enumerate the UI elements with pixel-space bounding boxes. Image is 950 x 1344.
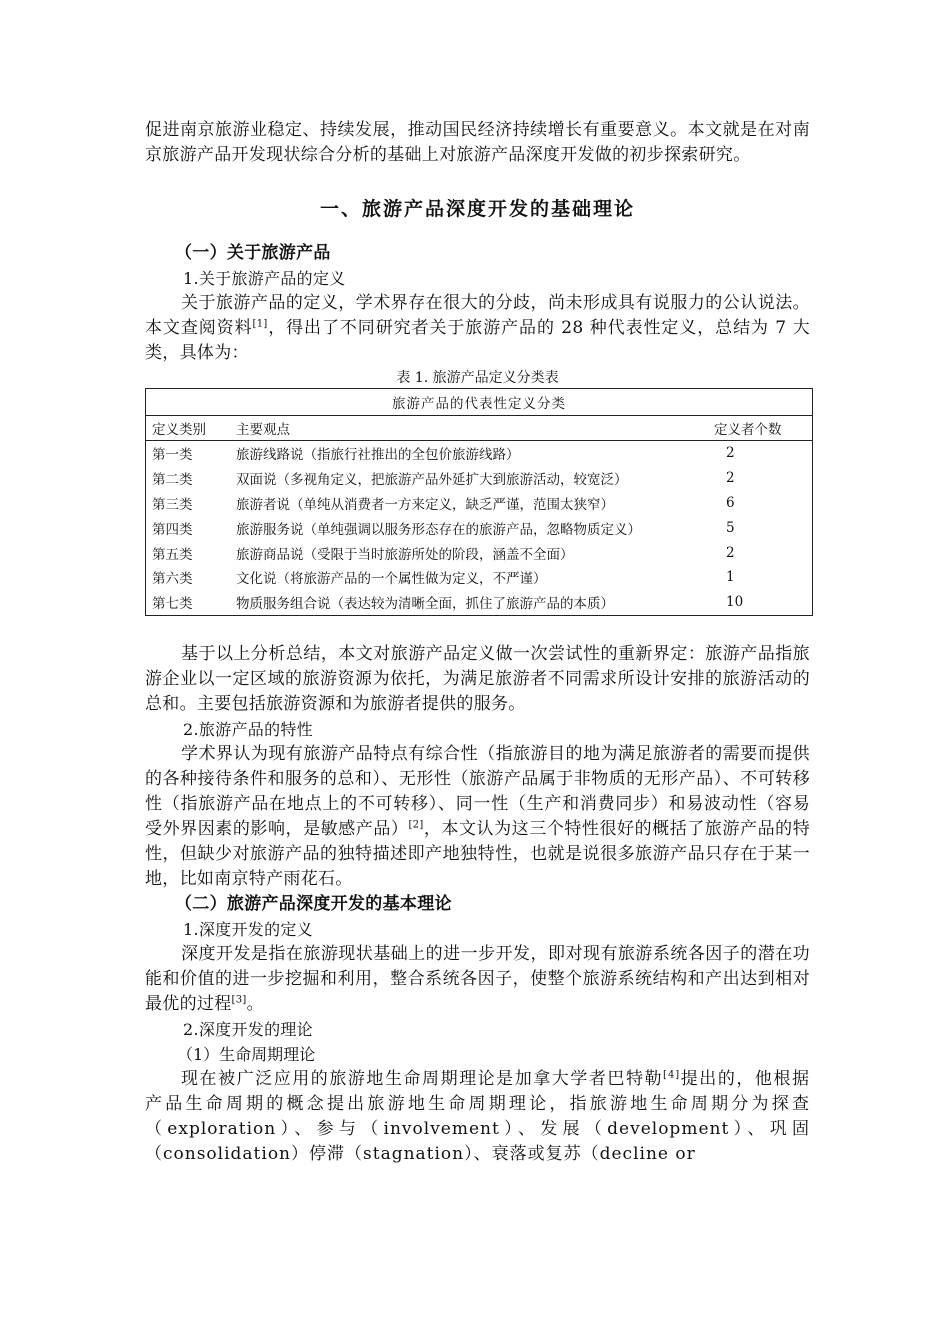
- lifecycle-text-b: 提出的，他根据产品生命周期的概念提出旅游地生命周期理论，指旅游地生命周期分为探查（exploration）、参与（involvement）、发展（development）、巩固（consolidation）停滞（stagnation）、衰落或复苏（decline or: [145, 1068, 811, 1164]
- row-count: 2: [726, 445, 735, 462]
- citation-2: [2]: [408, 818, 424, 830]
- row-count: 2: [726, 544, 735, 561]
- intro-paragraph: 促进南京旅游业稳定、持续发展，推动国民经济持续增长有重要意义。本文就是在对南京旅游产品开发现状综合分析的基础上对旅游产品深度开发做的初步探索研究。: [145, 120, 810, 165]
- definition-table: [145, 388, 813, 616]
- item-title-deep-theory: 2.深度开发的理论: [183, 1019, 313, 1039]
- header-view: 主要观点: [230, 416, 708, 441]
- citation-1: [1]: [252, 318, 268, 330]
- row-category: 第一类: [152, 447, 193, 464]
- table-row: [146, 441, 813, 466]
- citation-4: [4]: [663, 1068, 681, 1080]
- table-row: [146, 466, 813, 491]
- deep-definition-text-b: 。: [246, 993, 264, 1014]
- item-title-lifecycle: （1）生命周期理论: [177, 1044, 316, 1064]
- header-category: 定义类别: [146, 416, 231, 441]
- row-category: 第三类: [152, 496, 193, 513]
- row-category: 第四类: [152, 521, 193, 538]
- characteristics-text-b: ，本文认为这三个特性很好的概括了旅游产品的特性，但缺少对旅游产品的独特描述即产地独特性，也就是说很多旅游产品只存在于某一地，比如南京特产雨花石。: [145, 818, 810, 889]
- table-title-row: [146, 389, 813, 416]
- row-category: 第二类: [152, 472, 193, 489]
- lifecycle-text-a: 现在被广泛应用的旅游地生命周期理论是加拿大学者巴特勒: [181, 1068, 664, 1089]
- row-count: 5: [726, 519, 735, 536]
- row-view: 旅游线路说（指旅行社推出的全包价旅游线路）: [236, 447, 520, 464]
- section-title: 一、旅游产品深度开发的基础理论: [319, 198, 635, 220]
- row-view: 旅游者说（单纯从消费者一方来定义，缺乏严谨，范围太狭窄）: [236, 496, 614, 513]
- row-view: 双面说（多视角定义，把旅游产品外延扩大到旅游活动，较宽泛）: [236, 472, 628, 489]
- subsection-title-2: （二）旅游产品深度开发的基本理论: [175, 893, 452, 914]
- redefinition-paragraph: 基于以上分析总结，本文对旅游产品定义做一次尝试性的重新界定：旅游产品指旅游企业以一定区域的旅游资源为依托，为满足旅游者不同需求所设计安排的旅游活动的总和。主要包括旅游资源和为旅游者提供的服务。: [145, 643, 810, 714]
- row-view: 物质服务组合说（表达较为清晰全面，抓住了旅游产品的本质）: [236, 596, 614, 613]
- document-page: [145, 118, 810, 1167]
- row-count: 6: [726, 494, 735, 511]
- definition-paragraph: [145, 291, 810, 366]
- table-row: [146, 565, 813, 590]
- row-view: 旅游服务说（单纯强调以服务形态存在的旅游产品，忽略物质定义）: [236, 521, 641, 538]
- table-title: 旅游产品的代表性定义分类: [146, 389, 813, 416]
- row-view: 文化说（将旅游产品的一个属性做为定义，不严谨）: [236, 571, 547, 588]
- definition-text-a: 关于旅游产品的定义，学术界存在很大的分歧，尚未形成具有说服力的公认说法。本文查阅资料: [145, 293, 810, 338]
- item-title-characteristics: 2.旅游产品的特性: [183, 719, 313, 739]
- deep-definition-paragraph: [145, 942, 810, 1017]
- table-row: [146, 491, 813, 516]
- citation-3: [3]: [231, 993, 247, 1005]
- row-count: 1: [726, 569, 735, 586]
- characteristics-paragraph: [145, 742, 810, 892]
- table-row: [146, 515, 813, 540]
- header-count: 定义者个数: [708, 416, 813, 441]
- deep-definition-text-a: 深度开发是指在旅游现状基础上的进一步开发，即对现有旅游系统各因子的潜在功能和价值的进一步挖掘和利用，整合系统各因子，使整个旅游系统结构和产出达到相对最优的过程: [145, 943, 810, 1014]
- row-view: 旅游商品说（受限于当时旅游所处的阶段，涵盖不全面）: [236, 546, 574, 563]
- row-category: 第七类: [152, 596, 193, 613]
- row-count: 2: [726, 470, 735, 487]
- table-caption: 表 1. 旅游产品定义分类表: [396, 370, 559, 386]
- table-row: [146, 540, 813, 565]
- definition-text-b: ，得出了不同研究者关于旅游产品的 28 种代表性定义，总结为 7 大类，具体为：: [145, 318, 810, 363]
- item-title-deep-definition: 1.深度开发的定义: [183, 919, 313, 939]
- lifecycle-paragraph: [145, 1067, 810, 1167]
- row-category: 第六类: [152, 571, 193, 588]
- row-count: 10: [726, 594, 744, 611]
- table-row: [146, 590, 813, 615]
- item-title-definition: 1.关于旅游产品的定义: [183, 269, 346, 288]
- subsection-title-1: （一）关于旅游产品: [175, 243, 331, 263]
- characteristics-text-a: 学术界认为现有旅游产品特点有综合性（指旅游目的地为满足旅游者的需要而提供的各种接待条件和服务的总和）、无形性（旅游产品属于非物质的无形产品）、不可转移性（指旅游产品在地点上的不可转移）、同一性（生产和消费同步）和易波动性（容易受外界因素的影响，是敏感产品）: [145, 743, 810, 839]
- table-header-row: [146, 416, 813, 441]
- row-category: 第五类: [152, 546, 193, 563]
